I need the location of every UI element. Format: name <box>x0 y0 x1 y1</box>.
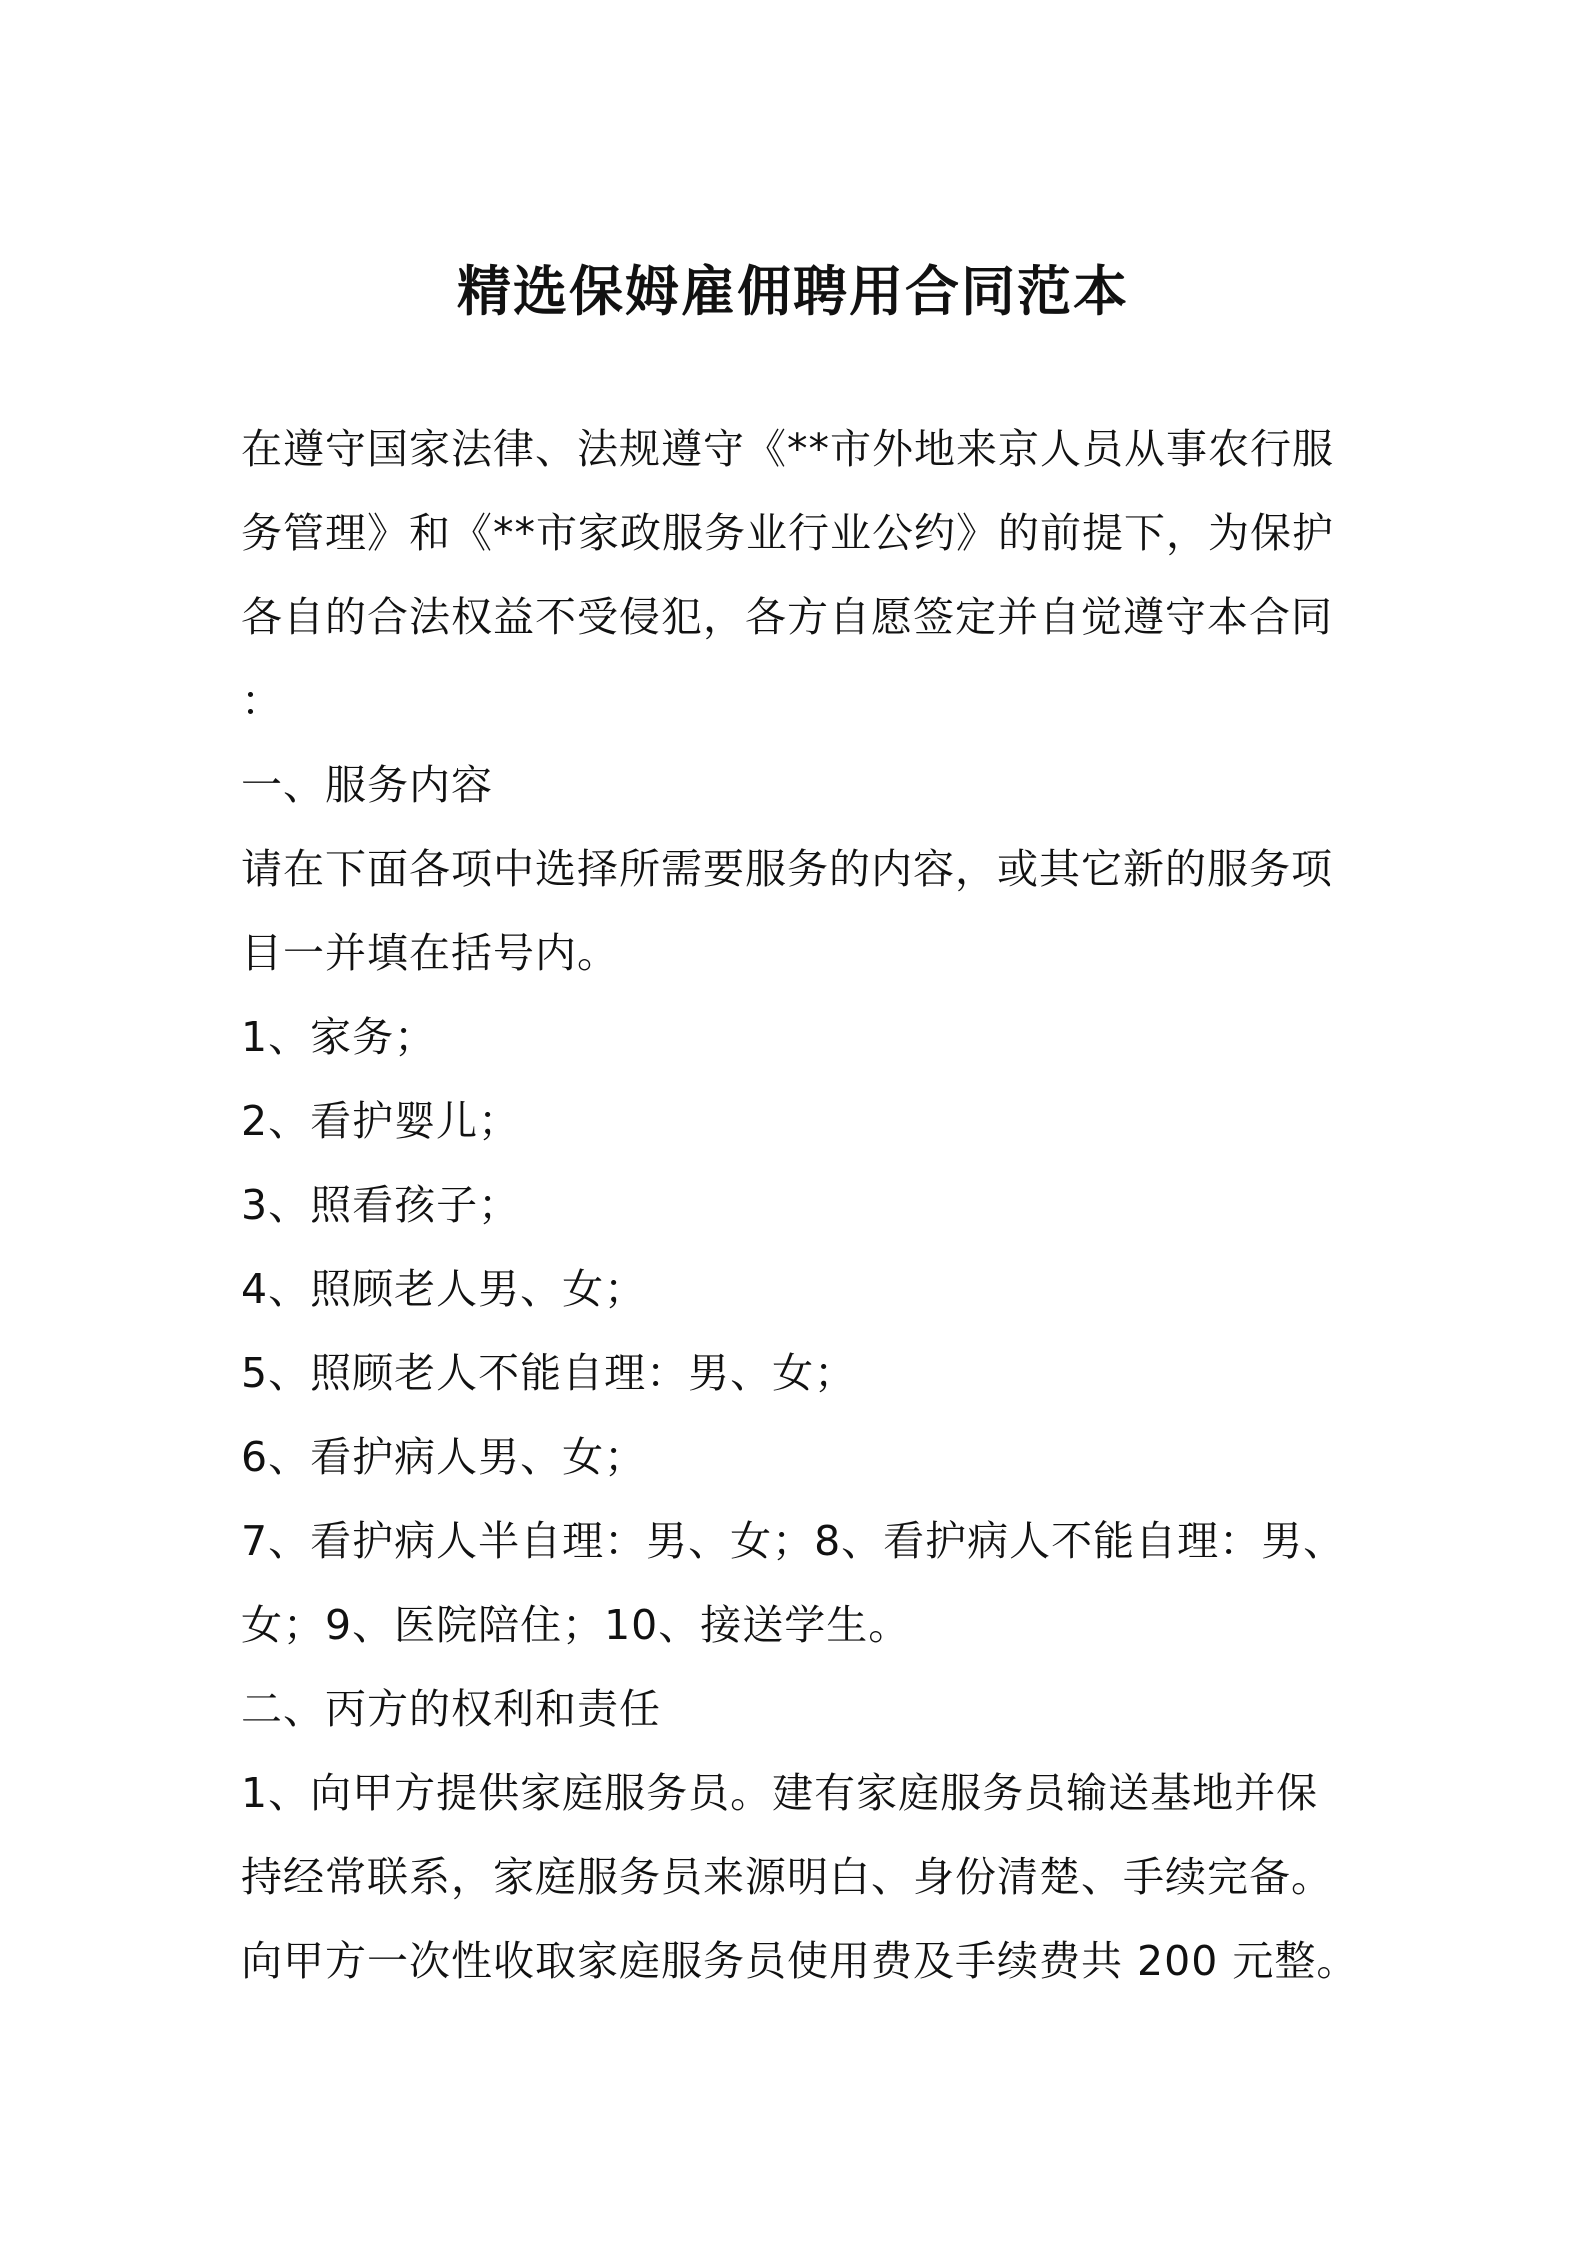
paragraph-line: 在遵守国家法律、法规遵守《**市外地来京人员从事农行服 <box>241 425 1334 473</box>
paragraph-line: ： <box>241 677 283 725</box>
document-title: 精选保姆雇佣聘用合同范本 <box>457 260 1129 323</box>
paragraph-line: 各自的合法权益不受侵犯，各方自愿签定并自觉遵守本合同 <box>241 593 1333 641</box>
list-item: 5、照顾老人不能自理：男、女； <box>241 1349 857 1397</box>
paragraph-line: 1、向甲方提供家庭服务员。建有家庭服务员输送基地并保 <box>241 1769 1319 1817</box>
paragraph-line: 务管理》和《**市家政服务业行业公约》的前提下，为保护 <box>241 509 1334 557</box>
section-heading-rights-responsibilities: 二、丙方的权利和责任 <box>241 1685 661 1733</box>
paragraph-line: 请在下面各项中选择所需要服务的内容，或其它新的服务项 <box>241 845 1333 893</box>
list-item: 女；9、医院陪住；10、接送学生。 <box>241 1601 911 1649</box>
list-item: 7、看护病人半自理：男、女；8、看护病人不能自理：男、 <box>241 1517 1346 1565</box>
list-item: 1、家务； <box>241 1013 437 1061</box>
document-body <box>241 407 1361 2003</box>
paragraph-line: 向甲方一次性收取家庭服务员使用费及手续费共 200 元整。 <box>241 1937 1359 1985</box>
list-item: 3、照看孩子； <box>241 1181 521 1229</box>
section-heading-service-content: 一、服务内容 <box>241 761 493 809</box>
paragraph-line: 持经常联系，家庭服务员来源明白、身份清楚、手续完备。 <box>241 1853 1333 1901</box>
list-item: 2、看护婴儿； <box>241 1097 521 1145</box>
paragraph-line: 目一并填在括号内。 <box>241 929 619 977</box>
list-item: 4、照顾老人男、女； <box>241 1265 647 1313</box>
list-item: 6、看护病人男、女； <box>241 1433 647 1481</box>
